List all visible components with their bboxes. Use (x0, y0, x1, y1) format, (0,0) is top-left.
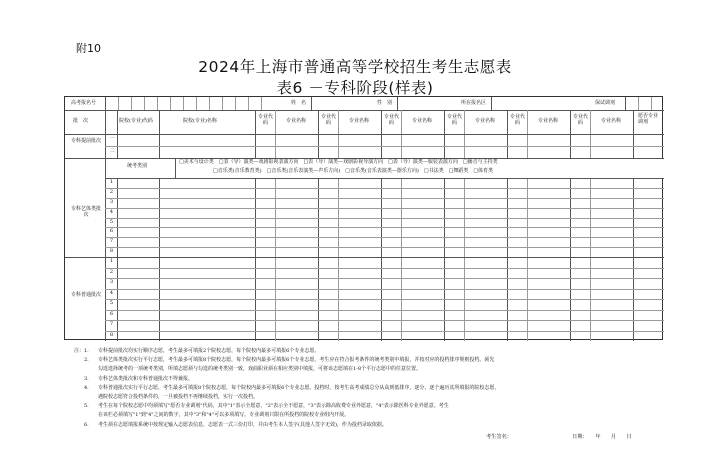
note-line (74, 411, 664, 420)
normal_rows-number: 1 (109, 258, 114, 264)
note-number: 3. (84, 375, 89, 382)
normal_rows-number: 3 (109, 279, 114, 285)
major-code-header: 专业代码 (573, 114, 589, 126)
date-label: 日期： 年 月 日 (572, 434, 632, 440)
note-text: 勾选选择统考的一项统考类别，所填志愿须与勾选的统考类别一致，戏曲职业须在相应类别中填报，可将该志愿填在1-8个平行志愿中的任意位置。 (98, 366, 422, 373)
note-line (74, 375, 664, 384)
batch-normal-label: 专科普通批次 (70, 292, 101, 298)
note-number: 2. (84, 357, 89, 364)
notes-label: 注： (74, 348, 85, 354)
attachment-label: 附10 (76, 42, 101, 55)
art_rows-number: 4 (109, 208, 114, 215)
note-line (74, 365, 664, 374)
normal_rows-number: 7 (109, 321, 114, 327)
normal_rows-number: 6 (109, 310, 114, 317)
major-code-header: 专业代码 (384, 114, 400, 126)
student-sign-label: 考生签名： (486, 434, 512, 440)
advance-row-2: 二 (109, 148, 115, 154)
note-text: 专科普通批次实行平行志愿，考生最多可填报8个院校志愿，每个院校内最多可填报6个专业志愿。投档时，按考生高考成绩总分从高到低排序，逐分、逐个遍历其所填报的院校志愿， (98, 384, 500, 391)
art-category-label: 统考类别 (127, 163, 148, 169)
art_rows-number: 3 (109, 198, 114, 205)
exam-no-label: 高考报名号 (71, 100, 97, 106)
art-categories-line-1: □美术与设计类 □表（导）演类—戏剧影视表演方向 □表（导）演类—戏剧影视导演方向 □表（导）演类—服装表演方向 □播音与主持类 (179, 159, 498, 165)
note-text: 专科提前批次均实行顺序志愿，考生最多可填报2个院校志愿，每个院校内最多可填报6个专业志愿。 (98, 348, 320, 354)
art_rows-number: 1 (109, 179, 114, 185)
note-text: 专科艺体类批次和专科普通批次不得兼报。 (98, 375, 194, 382)
school-code-header: 院校(专业)代码 (119, 118, 153, 124)
advance-row-1: 一 (109, 136, 115, 142)
normal_rows-number: 2 (109, 268, 114, 275)
art_rows-number: 2 (109, 188, 114, 195)
major-name-header: 专业名称 (286, 118, 307, 124)
note-line (74, 421, 664, 430)
major-code-header: 专业代码 (510, 114, 526, 126)
note-line (74, 393, 664, 402)
major-name-header: 专业名称 (601, 118, 622, 124)
batch-art-label: 专科艺体类批次 (70, 206, 101, 218)
major-code-header: 专业代码 (321, 114, 337, 126)
note-number: 4. (84, 384, 89, 391)
note-line (74, 347, 664, 356)
page-title: 2024年上海市普通高等学校招生考生志愿表 (198, 58, 512, 76)
art_rows-number: 8 (109, 248, 114, 255)
name-label: 姓 名 (291, 100, 307, 106)
note-text: 遇院校志愿符合投档条件的，一旦被投档不再继续投档，实行一次投档。 (98, 394, 259, 401)
notes (74, 347, 664, 430)
major-name-header: 专业名称 (475, 118, 496, 124)
art_rows-number: 6 (109, 228, 114, 235)
normal_rows-number: 4 (109, 289, 114, 296)
adjust-header-1: 愿否专业调剂 (638, 113, 659, 125)
school-name-header: 院校(专业)名称 (183, 118, 217, 124)
major-code-header: 专业代码 (447, 114, 463, 126)
gender-label: 性 别 (377, 100, 393, 106)
district-label: 所在报名区 (461, 100, 487, 106)
normal_rows-number: 8 (109, 331, 114, 338)
major-name-header: 专业名称 (538, 118, 559, 124)
note-text: 在该栏必须填写"1"到"4"之间的数字，其中"3"和"4"可以多项填写。专业调剂只限在所投档的院校专业组内开展。 (98, 412, 350, 419)
page-subtitle: 表6 －专科阶段(样表) (276, 79, 434, 97)
art_rows-number: 5 (109, 218, 114, 225)
note-text: 考生须在志愿填报系统中按规定输入志愿表信息，志愿表一式三份打印，并由考生本人签字(其他人签字无效)，作为投档录取依据。 (98, 421, 387, 428)
note-text: 考生在每个院校志愿中均须填写"愿否专业调剂"代码，其中"1"表示全愿意，"2"表示全不愿意，"3"表示除高收费专业外愿意，"4"表示除医科专业外愿意。考生 (98, 403, 449, 410)
note-number: 1. (84, 348, 89, 354)
art_rows-number: 7 (109, 238, 114, 245)
note-number: 5. (84, 403, 89, 410)
note-line (74, 402, 664, 411)
normal_rows-number: 5 (109, 300, 114, 306)
note-text: 专科艺体类批次实行平行志愿，考生最多可填报8个院校志愿，每个院校内最多可填报6个专业志愿，考生应在符合报考条件的统考类别中填报，并按对应的投档排序规则投档。须先 (98, 357, 495, 364)
note-line (74, 356, 664, 365)
art-categories-line-2: □音乐类(音乐教育类) □音乐类(音乐表演类—声乐方向) □音乐类(音乐表演类—器乐方向) □书法类 □舞蹈类 □体育类 (213, 168, 494, 174)
note-line (74, 384, 664, 393)
major-code-header: 专业代码 (258, 114, 274, 126)
note-number: 6. (84, 421, 89, 428)
volunteer-form-table (64, 96, 663, 340)
major-name-header: 专业名称 (349, 118, 370, 124)
major-name-header: 专业名称 (412, 118, 433, 124)
consent-label: 保试调剂 (595, 100, 616, 106)
batch-advance-label: 专科提前批次 (70, 138, 101, 144)
batch-header: 批 次 (73, 118, 89, 124)
